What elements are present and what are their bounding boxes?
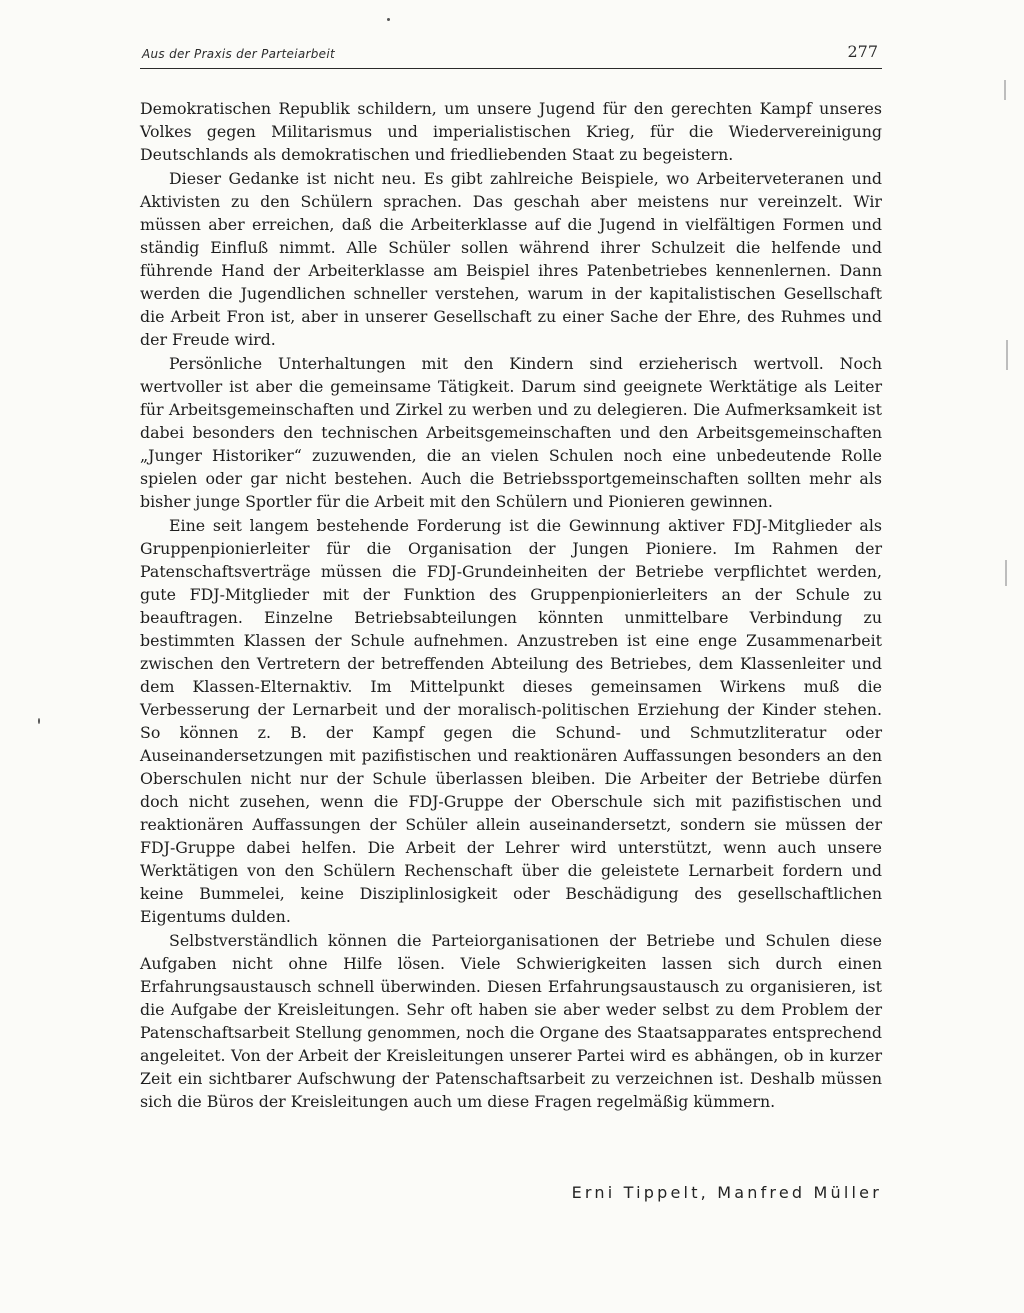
author-signature: Erni Tippelt, Manfred Müller [571, 1183, 882, 1202]
paragraph-2: Dieser Gedanke ist nicht neu. Es gibt zahlreiche Beispiele, wo Arbeiterveteranen und Aktivisten zu den Schülern sprachen. Das geschah aber meistens nur vereinzelt. Wir müssen aber erreichen, daß die Arbeiterklasse auf die Jugend in vielfältigen Formen und ständig Einfluß nimmt. Alle Schüler sollen während ihrer Schulzeit die helfende und führende Hand der Arbeiterklasse am Beispiel ihres Patenbetriebes kennenlernen. Dann werden die Jugendlichen schneller verstehen, warum in der kapitalistischen Gesellschaft die Arbeit Fron ist, aber in unserer Gesellschaft zu einer Sache der Ehre, des Ruhmes und der Freude wird. [140, 169, 882, 349]
paragraph-3: Persönliche Unterhaltungen mit den Kindern sind erzieherisch wertvoll. Noch wertvoller ist aber die gemeinsame Tätigkeit. Darum sind geeignete Werktätige als Leiter für Arbeitsgemeinschaften und Zirkel zu werben und zu delegieren. Die Aufmerksamkeit ist dabei besonders den technischen Arbeitsgemeinschaften und den Arbeitsgemeinschaften „Junger Historiker“ zuzuwenden, die an vielen Schulen noch eine unbedeutende Rolle spielen oder gar nicht bestehen. Auch die Betriebssportgemeinschaften sollten mehr als bisher junge Sportler für die Arbeit mit den Schülern und Pionieren gewinnen. [140, 354, 882, 511]
running-header [140, 44, 882, 69]
paragraph-5: Selbstverständlich können die Parteiorganisationen der Betriebe und Schulen diese Aufgaben nicht ohne Hilfe lösen. Viele Schwierigkeiten lassen sich durch einen Erfahrungsaustausch schnell überwinden. Diesen Erfahrungsaustausch zu organisieren, ist die Aufgabe der Kreisleitungen. Sehr oft haben sie aber weder selbst zu dem Problem der Patenschaftsarbeit Stellung genommen, noch die Organe des Staatsapparates entsprechend angeleitet. Von der Arbeit der Kreisleitungen unserer Partei wird es abhängen, ob in kurzer Zeit ein sichtbarer Aufschwung der Patenschaftsarbeit zu verzeichnen ist. Deshalb müssen sich die Büros der Kreisleitungen auch um diese Fragen regelmäßig kümmern. [140, 931, 882, 1111]
article-body [140, 97, 882, 1114]
scan-edge-mark [1005, 560, 1007, 586]
paragraph-1: Demokratischen Republik schildern, um unsere Jugend für den gerechten Kampf unseres Volkes gegen Militarismus und imperialistischen Krieg, für die Wiedervereinigung Deutschlands als demokratischen und friedliebenden Staat zu begeistern. [140, 99, 882, 164]
scan-edge-mark [1006, 340, 1008, 370]
scan-edge-mark [1004, 80, 1006, 100]
scan-speck [387, 18, 390, 21]
scan-speck [38, 718, 40, 724]
running-title: Aus der Praxis der Parteiarbeit [142, 47, 335, 61]
page-number: 277 [847, 42, 878, 61]
paragraph-4: Eine seit langem bestehende Forderung ist die Gewinnung aktiver FDJ-Mitglieder als Gruppenpionierleiter für die Organisation der Jungen Pioniere. Im Rahmen der Patenschaftsverträge müssen die FDJ-Grundeinheiten der Betriebe verpflichtet werden, gute FDJ-Mitglieder mit der Funktion des Gruppenpionierleiters an der Schule zu beauftragen. Einzelne Betriebsabteilungen könnten unmittelbare Verbindung zu bestimmten Klassen der Schule aufnehmen. Anzustreben ist eine enge Zusammenarbeit zwischen den Vertretern der betreffenden Abteilung des Betriebes, dem Klassenleiter und dem Klassen-Elternaktiv. Im Mittelpunkt dieses gemeinsamen Wirkens muß die Verbesserung der Lernarbeit und der moralisch-politischen Erziehung der Kinder stehen. So können z. B. der Kampf gegen die Schund- und Schmutzliteratur oder Auseinandersetzungen mit pazifistischen und reaktionären Auffassungen besonders an den Oberschulen nicht nur der Schule überlassen bleiben. Die Arbeiter der Betriebe dürfen doch nicht zusehen, wenn die FDJ-Gruppe der Oberschule sich mit pazifistischen und reaktionären Auffassungen der Schüler allein auseinandersetzt, sondern sie müssen der FDJ-Gruppe dabei helfen. Die Arbeit der Lehrer wird unterstützt, wenn auch unsere Werktätigen von den Schülern Rechenschaft über die geleistete Lernarbeit fordern und keine Bummelei, keine Disziplinlosigkeit oder Beschädigung des gesellschaftlichen Eigentums dulden. [140, 516, 882, 926]
